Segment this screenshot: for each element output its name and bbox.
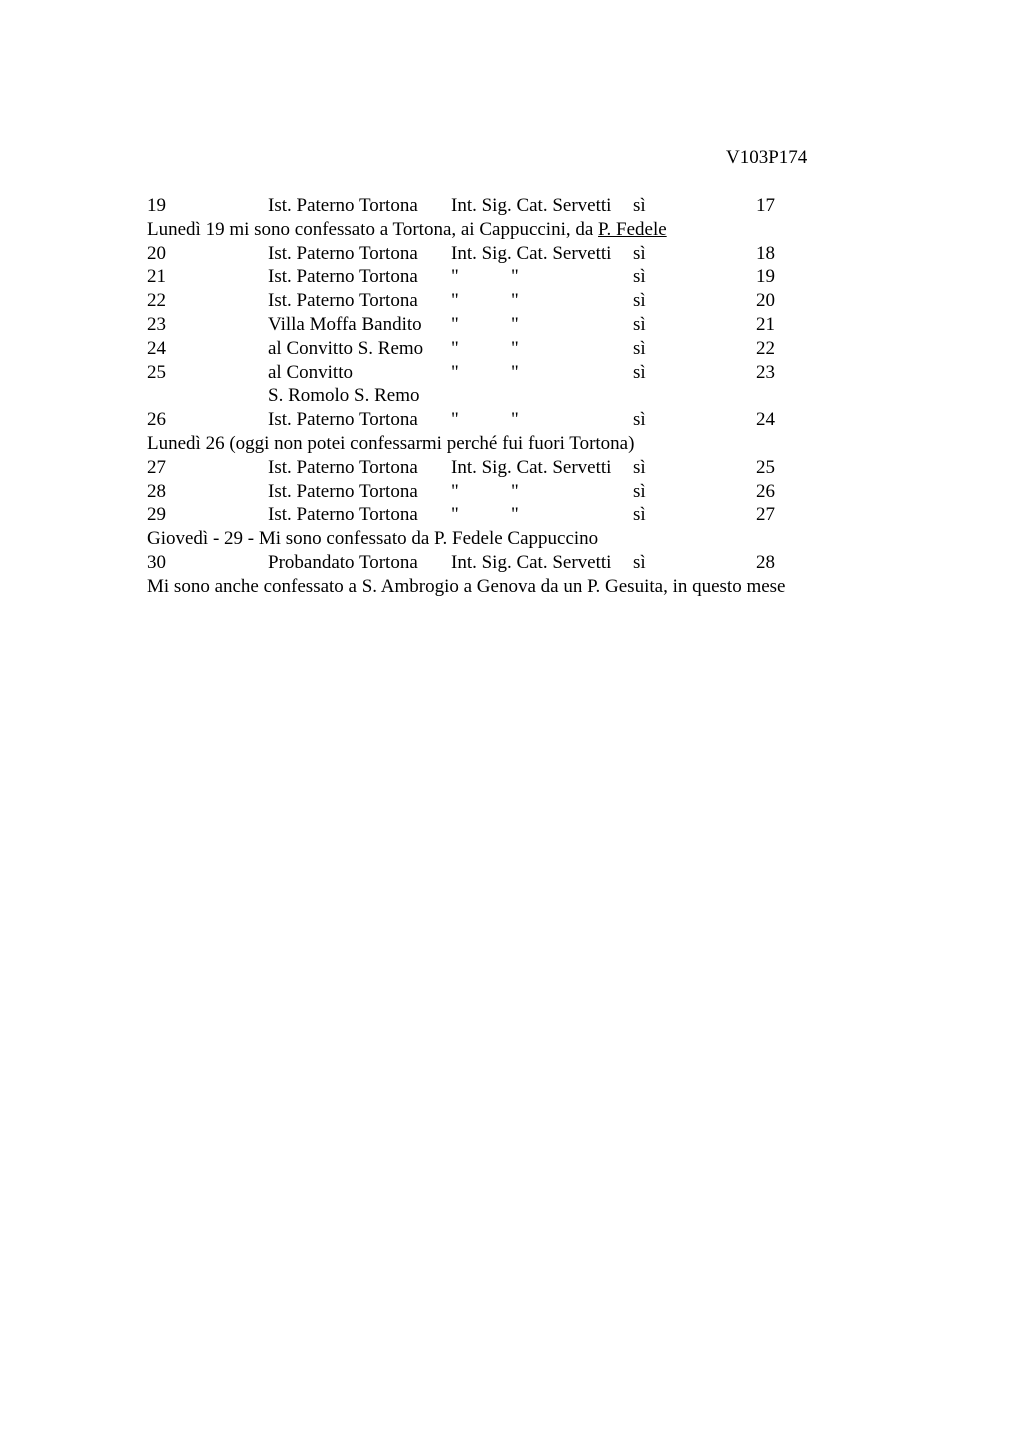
ditto-mark: " bbox=[511, 266, 519, 288]
underlined-name: P. Fedele bbox=[598, 218, 667, 240]
ditto-mark: " bbox=[511, 409, 519, 431]
confessed-mark: sì bbox=[633, 313, 646, 335]
ditto-mark: " bbox=[451, 337, 459, 359]
count: 27 bbox=[756, 504, 775, 526]
confessed-mark: sì bbox=[633, 409, 646, 431]
confessed-mark: sì bbox=[633, 480, 646, 502]
confessed-mark: sì bbox=[633, 195, 646, 216]
count: 22 bbox=[756, 337, 775, 359]
ditto-mark: " bbox=[511, 361, 519, 383]
day-number: 30 bbox=[147, 551, 166, 573]
place: Ist. Paterno Tortona bbox=[268, 242, 418, 264]
register-row bbox=[147, 265, 867, 289]
confessed-mark: sì bbox=[633, 266, 646, 288]
intention: Int. Sig. Cat. Servetti bbox=[451, 195, 612, 216]
note-row bbox=[147, 575, 867, 599]
ditto-mark: " bbox=[451, 290, 459, 312]
count: 28 bbox=[756, 551, 775, 573]
day-number: 20 bbox=[147, 242, 166, 264]
count: 21 bbox=[756, 313, 775, 335]
register-body bbox=[147, 194, 867, 599]
register-row bbox=[147, 503, 867, 527]
note-text: Mi sono anche confessato a S. Ambrogio a Genova da un P. Gesuita, in questo mese bbox=[147, 575, 786, 597]
note-row bbox=[147, 527, 867, 551]
register-row bbox=[147, 408, 867, 432]
confessed-mark: sì bbox=[633, 242, 646, 264]
count: 24 bbox=[756, 409, 775, 431]
place: Ist. Paterno Tortona bbox=[268, 504, 418, 526]
place: Ist. Paterno Tortona bbox=[268, 456, 418, 478]
note-text: Lunedì 26 (oggi non potei confessarmi perché fui fuori Tortona) bbox=[147, 432, 635, 454]
register-row bbox=[147, 456, 867, 480]
day-number: 23 bbox=[147, 313, 166, 335]
ditto-mark: " bbox=[511, 480, 519, 502]
place: al Convitto bbox=[268, 361, 353, 383]
ditto-mark: " bbox=[451, 504, 459, 526]
day-number: 19 bbox=[147, 195, 166, 216]
count: 25 bbox=[756, 456, 775, 478]
place: Ist. Paterno Tortona bbox=[268, 480, 418, 502]
note-text-main: Lunedì 19 mi sono confessato a Tortona, ai Cappuccini, da bbox=[147, 218, 599, 240]
confessed-mark: sì bbox=[633, 456, 646, 478]
place: Ist. Paterno Tortona bbox=[268, 409, 418, 431]
confessed-mark: sì bbox=[633, 290, 646, 312]
register-row bbox=[147, 480, 867, 504]
place: Ist. Paterno Tortona bbox=[268, 195, 418, 216]
ditto-mark: " bbox=[511, 313, 519, 335]
count: 20 bbox=[756, 290, 775, 312]
day-number: 22 bbox=[147, 290, 166, 312]
ditto-mark: " bbox=[451, 313, 459, 335]
count: 23 bbox=[756, 361, 775, 383]
intention: Int. Sig. Cat. Servetti bbox=[451, 456, 612, 478]
day-number: 26 bbox=[147, 409, 166, 431]
day-number: 24 bbox=[147, 337, 166, 359]
note-row bbox=[147, 218, 867, 242]
register-row bbox=[147, 194, 867, 218]
page-reference: V103P174 bbox=[726, 147, 808, 168]
place: Ist. Paterno Tortona bbox=[268, 266, 418, 288]
intention: Int. Sig. Cat. Servetti bbox=[451, 551, 612, 573]
register-row bbox=[147, 551, 867, 575]
register-row bbox=[147, 289, 867, 313]
confessed-mark: sì bbox=[633, 361, 646, 383]
place: Ist. Paterno Tortona bbox=[268, 290, 418, 312]
continuation-row bbox=[147, 384, 867, 408]
ditto-mark: " bbox=[511, 504, 519, 526]
register-row bbox=[147, 337, 867, 361]
place: Probandato Tortona bbox=[268, 551, 418, 573]
day-number: 29 bbox=[147, 504, 166, 526]
note-text bbox=[147, 218, 667, 242]
place-continuation: S. Romolo S. Remo bbox=[268, 385, 420, 407]
count: 26 bbox=[756, 480, 775, 502]
day-number: 27 bbox=[147, 456, 166, 478]
place: Villa Moffa Bandito bbox=[268, 313, 422, 335]
ditto-mark: " bbox=[451, 361, 459, 383]
register-row bbox=[147, 361, 867, 385]
ditto-mark: " bbox=[451, 266, 459, 288]
day-number: 28 bbox=[147, 480, 166, 502]
count: 18 bbox=[756, 242, 775, 264]
confessed-mark: sì bbox=[633, 337, 646, 359]
register-row bbox=[147, 313, 867, 337]
ditto-mark: " bbox=[451, 480, 459, 502]
note-text: Giovedì - 29 - Mi sono confessato da P. Fedele Cappuccino bbox=[147, 528, 599, 550]
count: 19 bbox=[756, 266, 775, 288]
place: al Convitto S. Remo bbox=[268, 337, 424, 359]
confessed-mark: sì bbox=[633, 551, 646, 573]
day-number: 25 bbox=[147, 361, 166, 383]
note-row bbox=[147, 432, 867, 456]
ditto-mark: " bbox=[511, 337, 519, 359]
register-row bbox=[147, 242, 867, 266]
intention: Int. Sig. Cat. Servetti bbox=[451, 242, 612, 264]
confessed-mark: sì bbox=[633, 504, 646, 526]
ditto-mark: " bbox=[451, 409, 459, 431]
ditto-mark: " bbox=[511, 290, 519, 312]
count: 17 bbox=[756, 195, 775, 216]
day-number: 21 bbox=[147, 266, 166, 288]
